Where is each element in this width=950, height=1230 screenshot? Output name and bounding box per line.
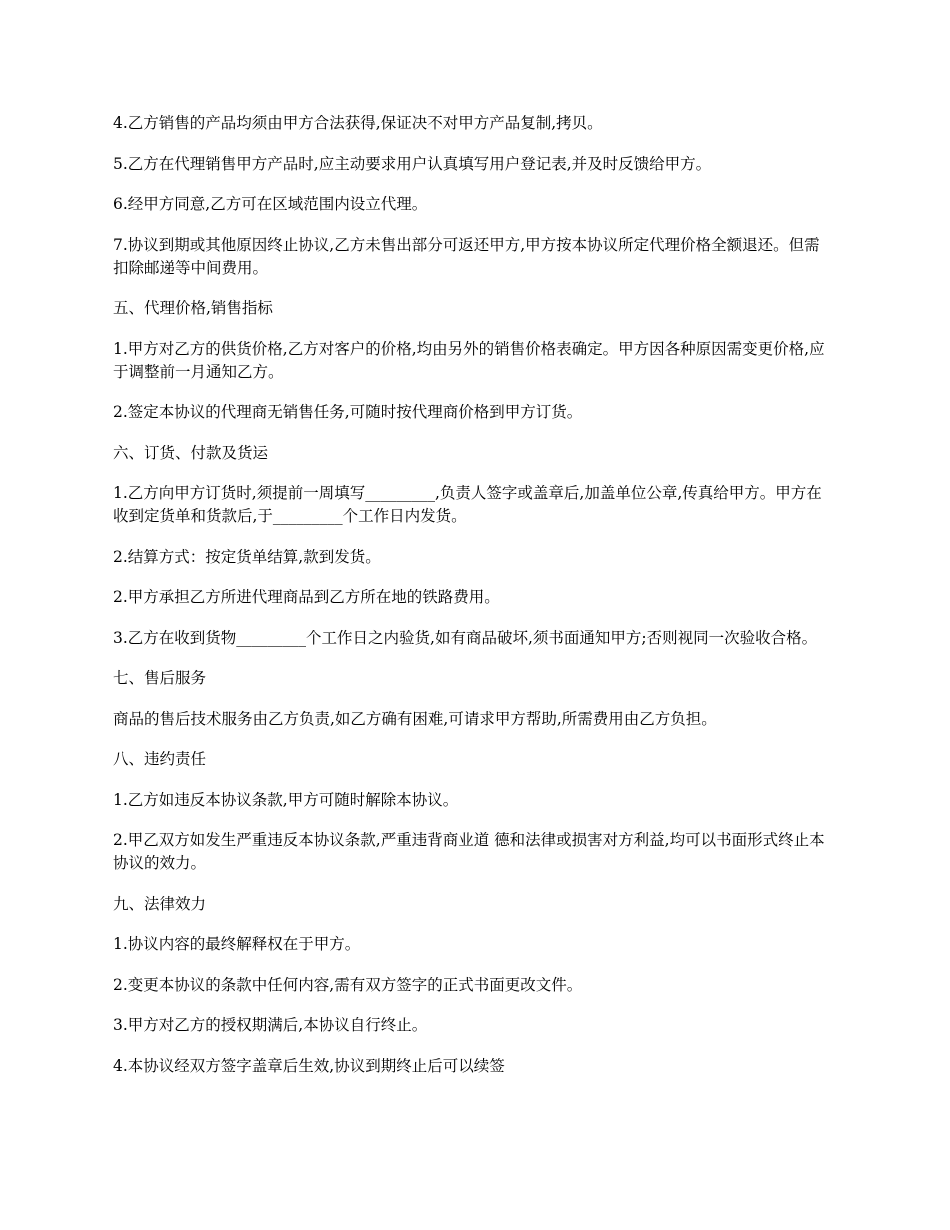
clause-paragraph: 2.甲方承担乙方所进代理商品到乙方所在地的铁路费用。: [113, 588, 500, 606]
clause-paragraph: 3.乙方在收到货物_________个工作日之内验货,如有商品破坏,须书面通知甲方;否则视同一次验收合格。: [113, 628, 818, 647]
clause-paragraph: 4.乙方销售的产品均须由甲方合法获得,保证决不对甲方产品复制,拷贝。: [113, 114, 603, 132]
clause-paragraph: 2.结算方式：按定货单结算,款到发货。: [113, 547, 381, 566]
section-heading: 五、代理价格,销售指标: [113, 299, 273, 317]
clause-paragraph: 1.甲方对乙方的供货价格,乙方对客户的价格,均由另外的销售价格表确定。甲方因各种原因需变更价格,应于调整前一月通知乙方。: [113, 339, 825, 381]
clause-paragraph: 4.本协议经双方签字盖章后生效,协议到期终止后可以续签: [113, 1056, 505, 1075]
clause-paragraph: 1.乙方向甲方订货时,须提前一周填写_________,负责人签字或盖章后,加盖单位公章,传真给甲方。甲方在收到定货单和货款后,于_________个工作日内发货。: [113, 484, 822, 525]
clause-paragraph: 6.经甲方同意,乙方可在区域范围内设立代理。: [113, 195, 428, 213]
section-heading: 八、违约责任: [113, 750, 207, 768]
section-heading: 七、售后服务: [113, 669, 207, 687]
document-page: [113, 112, 835, 1095]
clause-paragraph: 5.乙方在代理销售甲方产品时,应主动要求用户认真填写用户登记表,并及时反馈给甲方。: [113, 154, 712, 173]
clause-paragraph: 3.甲方对乙方的授权期满后,本协议自行终止。: [113, 1016, 428, 1034]
clause-paragraph: 1.乙方如违反本协议条款,甲方可随时解除本协议。: [113, 790, 459, 809]
clause-paragraph: 2.变更本协议的条款中任何内容,需有双方签字的正式书面更改文件。: [113, 975, 583, 994]
clause-paragraph: 1.协议内容的最终解释权在于甲方。: [113, 935, 361, 953]
section-heading: 六、订货、付款及货运: [113, 443, 269, 462]
clause-paragraph: 7.协议到期或其他原因终止协议,乙方未售出部分可返还甲方,甲方按本协议所定代理价格全额退还。但需扣除邮递等中间费用。: [113, 235, 820, 277]
section-heading: 九、法律效力: [113, 894, 207, 913]
clause-paragraph: 商品的售后技术服务由乙方负责,如乙方确有困难,可请求甲方帮助,所需费用由乙方负担。: [113, 709, 717, 728]
clause-paragraph: 2.签定本协议的代理商无销售任务,可随时按代理商价格到甲方订货。: [113, 403, 583, 421]
clause-paragraph: 2.甲乙双方如发生严重违反本协议条款,严重违背商业道 德和法律或损害对方利益,均可以书面形式终止本协议的效力。: [113, 831, 825, 872]
